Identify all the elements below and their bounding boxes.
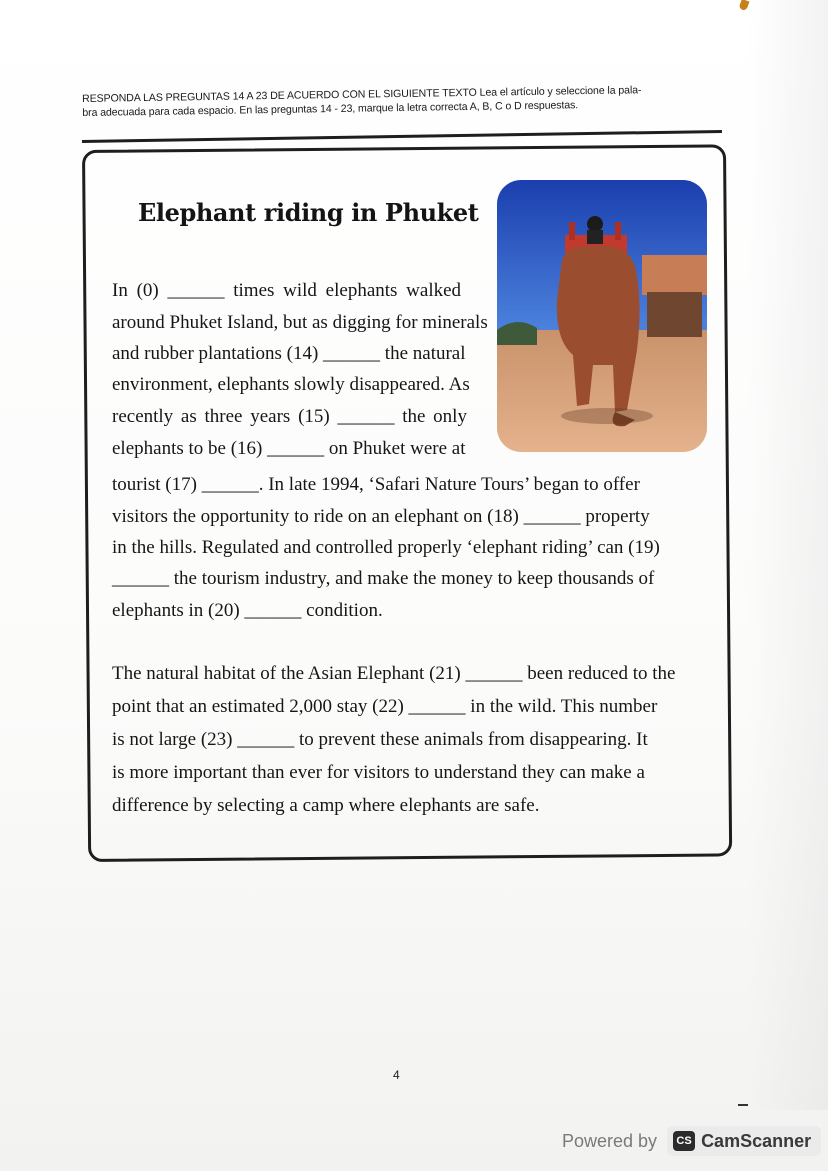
paragraph-2-line-4: is more important than ever for visitors to understand they can make a (112, 762, 645, 783)
paragraph-2-line-3: is not large (23) ______ to prevent these animals from disappearing. It (112, 729, 648, 750)
edge-mark (738, 1104, 748, 1106)
article-title: Elephant riding in Phuket (138, 198, 479, 227)
camscanner-logo-icon: CS (673, 1131, 695, 1151)
top-rule (82, 130, 722, 143)
paragraph-2-line-1: The natural habitat of the Asian Elephant (21) ______ been reduced to the (112, 663, 676, 684)
powered-by-label: Powered by (562, 1130, 658, 1151)
paragraph-1-line-6: elephants to be (16) ______ on Phuket were at (112, 438, 466, 459)
paragraph-1-line-3: and rubber plantations (14) ______ the natural (112, 343, 466, 364)
paragraph-1-line-7: tourist (17) ______. In late 1994, ‘Safari Nature Tours’ began to offer (112, 474, 640, 495)
paragraph-1-line-5: recently as three years (15) ______ the only (112, 406, 467, 427)
page-edge-shadow (748, 0, 828, 1110)
paragraph-2-line-2: point that an estimated 2,000 stay (22) ______ in the wild. This number (112, 696, 658, 717)
paragraph-1-line-1: In (0) ______ times wild elephants walked (112, 280, 462, 301)
paragraph-1-line-8: visitors the opportunity to ride on an elephant on (18) ______ property (112, 506, 650, 527)
instructions (82, 82, 722, 120)
paragraph-1-line-10: ______ the tourism industry, and make the money to keep thousands of (112, 568, 655, 589)
paragraph-1-line-2: around Phuket Island, but as digging for minerals (112, 312, 488, 333)
camscanner-name: CamScanner (701, 1130, 812, 1151)
page-number: 4 (393, 1068, 400, 1082)
elephant-illustration (497, 180, 707, 452)
paragraph-1-line-11: elephants in (20) ______ condition. (112, 600, 383, 621)
camscanner-badge (667, 1126, 821, 1156)
paragraph-1-line-9: in the hills. Regulated and controlled properly ‘elephant riding’ can (19) (112, 537, 660, 558)
camscanner-watermark (562, 1124, 821, 1158)
instructions-line-1: RESPONDA LAS PREGUNTAS 14 A 23 DE ACUERDO CON EL SIGUIENTE TEXTO Lea el artículo y seleccione la pala- (82, 84, 642, 105)
elephant-photo (497, 180, 707, 452)
paragraph-2-line-5: difference by selecting a camp where elephants are safe. (112, 795, 540, 816)
instructions-line-2: bra adecuada para cada espacio. En las preguntas 14 - 23, marque la letra correcta A, B, C o D respuestas. (82, 99, 579, 119)
paragraph-1-line-4: environment, elephants slowly disappeared. As (112, 374, 470, 395)
